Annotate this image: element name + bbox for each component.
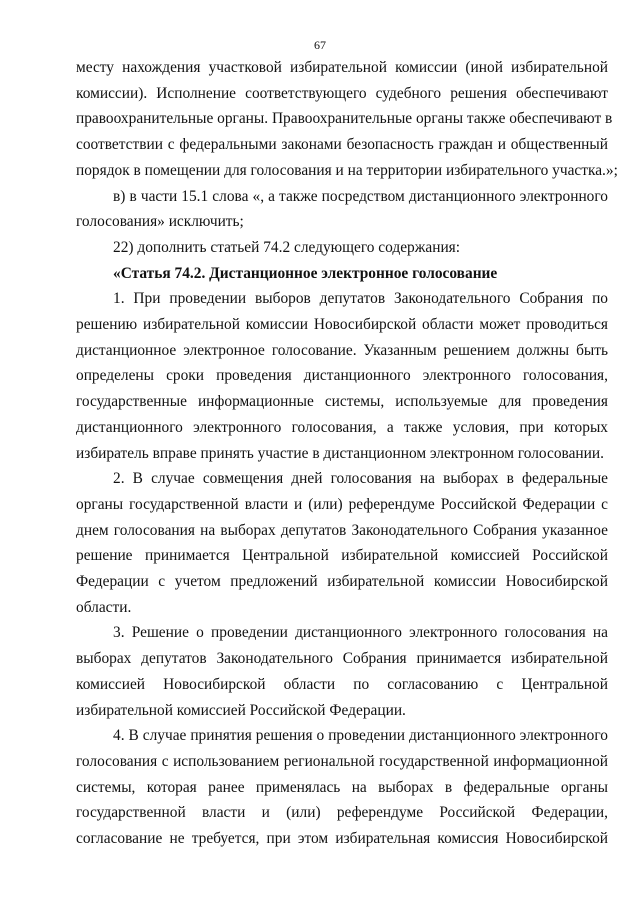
text-line: дистанционное электронное голосование. Указанным решением должны быть [76, 341, 608, 359]
text-line: голосования с использованием региональной государственной информационной [76, 752, 608, 770]
text-line: дистанционного электронного голосования, а также условия, при которых [76, 418, 608, 436]
paragraph [76, 55, 618, 184]
text-line: области. [76, 598, 132, 616]
text-line: системы, которая ранее применялась на выборах в федеральные органы [76, 778, 608, 796]
text-line: согласование не требуется, при этом избирательная комиссия Новосибирской [76, 830, 608, 848]
text-line: соответствии с федеральными законами безопасность граждан и общественный [76, 136, 608, 154]
text-line: 4. В случае принятия решения о проведении дистанционного электронного [113, 727, 608, 745]
paragraph [76, 286, 608, 466]
text-line: решению избирательной комиссии Новосибирской области может проводиться [76, 316, 608, 334]
text-line: 22) дополнить статьей 74.2 следующего содержания: [113, 238, 461, 256]
article-heading [76, 261, 608, 287]
text-line: 3. Решение о проведении дистанционного электронного голосования на [113, 624, 608, 642]
text-line: днем голосования на выборах депутатов Законодательного Собрания указанное [76, 521, 608, 539]
text-line: месту нахождения участковой избирательной комиссии (иной избирательной [76, 59, 608, 76]
text-line: решение принимается Центральной избирательной комиссией Российской [76, 547, 608, 565]
paragraph [76, 723, 608, 852]
text-line: комиссии). Исполнение соответствующего судебного решения обеспечивают [76, 84, 608, 102]
text-line: государственной власти и (или) референдуме Российской Федерации, [76, 804, 608, 822]
text-line: порядок в помещении для голосования и на территории избирательного участка.»; [76, 161, 618, 179]
text-line: Федерации с учетом предложений избирательной комиссии Новосибирской [76, 573, 608, 591]
text-line: голосования» исключить; [76, 213, 244, 231]
document-body [76, 55, 618, 852]
text-line: выборах депутатов Законодательного Собрания принимается избирательной [76, 650, 608, 668]
text-line: 2. В случае совмещения дней голосования на выборах в федеральные [113, 470, 608, 488]
page-number: 67 [314, 38, 326, 52]
text-line: государственные информационные системы, используемые для проведения [76, 393, 608, 411]
text-line: органы государственной власти и (или) референдуме Российской Федерации с [76, 495, 608, 513]
text-line: 1. При проведении выборов депутатов Законодательного Собрания по [113, 290, 608, 308]
text-line: правоохранительные органы. Правоохранительные органы также обеспечивают в [76, 110, 613, 128]
paragraph [76, 466, 608, 620]
text-line: избиратель вправе принять участие в дистанционном электронном голосовании. [76, 444, 604, 462]
paragraph [76, 184, 608, 235]
text-line: в) в части 15.1 слова «, а также посредством дистанционного электронного [113, 187, 608, 205]
paragraph [76, 235, 608, 261]
text-line: избирательной комиссией Российской Федерации. [76, 701, 406, 719]
paragraph [76, 620, 608, 723]
text-line: «Статья 74.2. Дистанционное электронное голосование [113, 264, 498, 282]
text-line: комиссией Новосибирской области по согласованию с Центральной [76, 675, 608, 693]
text-line: определены сроки проведения дистанционного электронного голосования, [76, 367, 608, 385]
